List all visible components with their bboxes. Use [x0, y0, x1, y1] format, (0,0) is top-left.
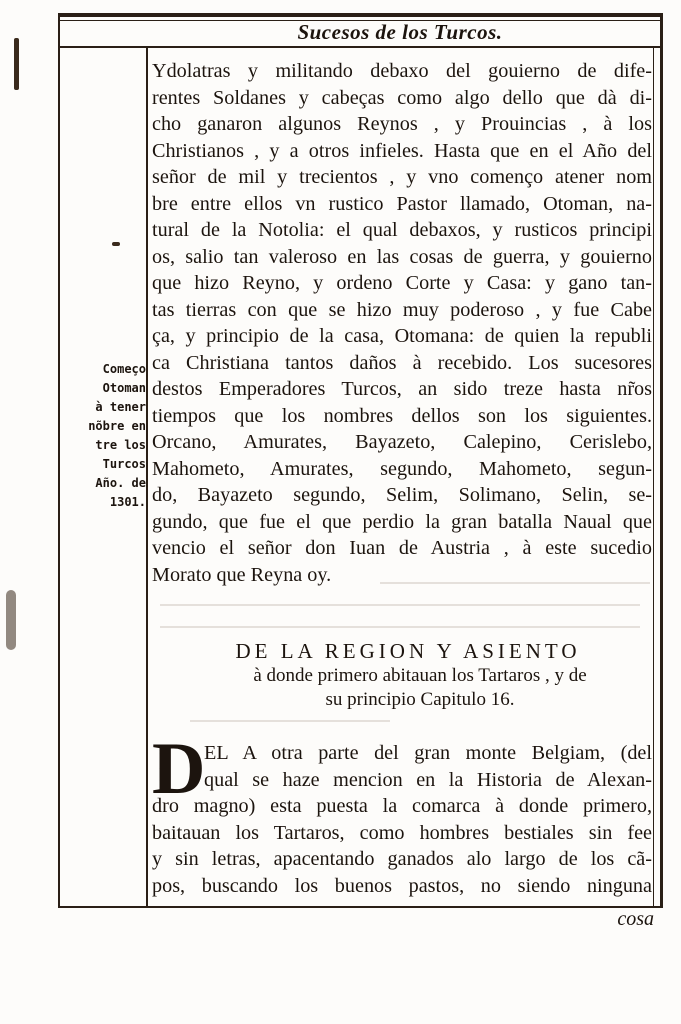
margin-note-line: nõbre en — [88, 419, 146, 433]
text-line: EL A otra parte del gran monte Belgiam, (del — [204, 742, 652, 764]
text-line: tural de la Notolia: el qual debaxos, y rusticos principi — [152, 219, 652, 241]
text-line: que hizo Reyno, y ordeno Corte y Casa: y gano tan- — [152, 272, 652, 294]
ink-mark — [112, 242, 120, 246]
text-line: y sin letras, apacentando ganados alo largo de los cã- — [152, 848, 652, 870]
ink-mark — [14, 38, 19, 90]
text-line: Mahometo, Amurates, segundo, Mahometo, segun- — [152, 457, 652, 480]
text-line: qual se haze mencion en la Historia de Alexan- — [204, 768, 652, 791]
running-head: Sucesos de los Turcos. — [297, 20, 503, 44]
ink-mark — [6, 590, 16, 650]
drop-cap: D — [152, 728, 206, 810]
text-line: señor de mil y trecientos , y vno començo atener nom — [152, 166, 652, 188]
text-line: rentes Soldanes y cabeças como algo dello que dà di- — [152, 86, 652, 109]
frame-left-inner-rule — [146, 48, 148, 908]
text-line: ca Christiana tantos daños à recebido. Los sucesores — [152, 351, 652, 374]
text-line: ça, y principio de la casa, Otomana: de quien la republi — [152, 325, 652, 347]
text-line: vencio el señor don Iuan de Austria , à este sucedio — [152, 537, 652, 559]
text-line: gundo, que fue el que perdio la gran batalla Naual que — [152, 510, 652, 533]
text-line: Christianos , y a otros infieles. Hasta que en el Año del — [152, 139, 652, 162]
text-line: cho ganaron algunos Reynos , y Prouincias , à los — [152, 113, 652, 135]
marginal-note — [62, 360, 146, 512]
text-line: Ydolatras y militando debaxo del gouierno de dife- — [152, 60, 652, 82]
text-line: Orcano, Amurates, Bayazeto, Calepino, Cerislebo, — [152, 431, 652, 453]
chapter-subtitle-line: su principio Capitulo 16. — [325, 689, 515, 710]
frame-right-inner-rule — [653, 48, 654, 908]
text-line: dro magno) esta puesta la comarca à donde primero, — [152, 795, 652, 817]
catchword: cosa — [617, 908, 654, 930]
margin-note-line: Año. de — [95, 476, 146, 490]
main-paragraph — [152, 58, 652, 588]
text-line: baitauan los Tartaros, como hombres bestiales sin fee — [152, 821, 652, 844]
text-line: tas tierras con que se hizo muy poderoso , y fue Cabe — [152, 298, 652, 321]
bleed-through — [190, 720, 390, 722]
text-line: pos, buscando los buenos pastos, no siendo ninguna — [152, 874, 652, 897]
margin-note-line: tre los — [95, 438, 146, 452]
text-line: destos Emperadores Turcos, an sido treze hasta nr̃os — [152, 378, 652, 400]
bleed-through — [160, 604, 640, 606]
text-line: tiempos que los nombres dellos son los siguientes. — [152, 404, 652, 427]
margin-note-line: Turcos — [102, 457, 146, 471]
margin-note-line: 1301. — [109, 495, 146, 509]
frame-top-rule — [58, 13, 662, 17]
text-line: bre entre ellos vn rustico Pastor llamado, Otoman, na- — [152, 192, 652, 215]
frame-bottom-rule — [58, 906, 663, 908]
margin-note-line: Começo — [102, 362, 146, 376]
header-bottom-rule — [58, 46, 662, 48]
text-line: Morato que Reyna oy. — [152, 563, 332, 586]
chapter-paragraph — [152, 728, 652, 899]
frame-right-outer-rule — [660, 13, 663, 908]
text-line: do, Bayazeto segundo, Selim, Solimano, Selin, se- — [152, 484, 652, 506]
chapter-subtitle-line: à donde primero abitauan los Tartaros , y de — [253, 665, 587, 686]
margin-note-line: à tener — [95, 400, 146, 414]
chapter-title: DE LA REGION Y ASIENTO — [235, 639, 581, 663]
bleed-through — [160, 626, 640, 628]
frame-left-outer-rule — [58, 13, 60, 908]
text-line: os, salio tan valeroso en las cosas de guerra, y gouierno — [152, 245, 652, 268]
margin-note-line: Otoman — [102, 381, 146, 395]
